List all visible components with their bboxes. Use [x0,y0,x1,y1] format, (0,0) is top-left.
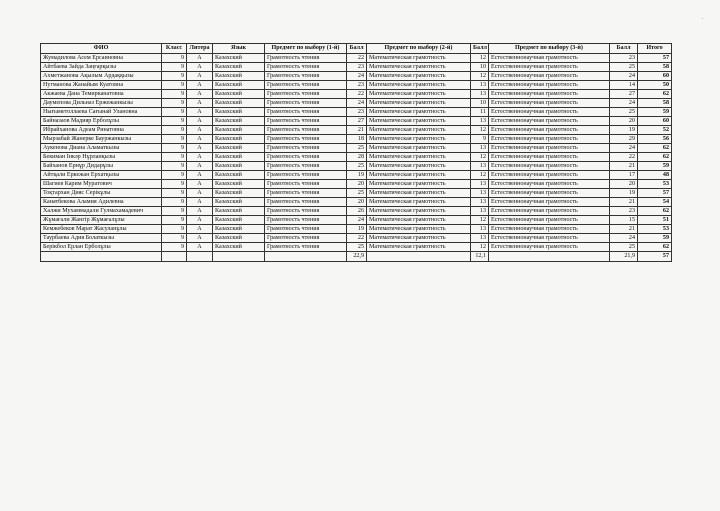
table-cell: Ахметжанова Ақылым Ардаққызы [41,72,162,81]
table-cell: Математическая грамотность [367,153,471,162]
table-cell: 12 [471,126,489,135]
table-cell: Математическая грамотность [367,81,471,90]
table-cell: Естественнонаучная грамотность [489,243,610,252]
table-cell: Естественнонаучная грамотность [489,189,610,198]
table-cell: 9 [162,99,187,108]
table-cell: 25 [610,243,638,252]
table-cell: Грамотность чтения [265,153,347,162]
table-cell: 9 [162,216,187,225]
table-cell: Казахский [213,72,265,81]
table-cell: 19 [610,126,638,135]
table-cell: Естественнонаучная грамотность [489,108,610,117]
table-cell: Грамотность чтения [265,135,347,144]
table-cell: Естественнонаучная грамотность [489,126,610,135]
table-cell: Казахский [213,90,265,99]
table-cell: 51 [638,216,672,225]
table-cell: Грамотность чтения [265,180,347,189]
table-cell: 25 [347,144,367,153]
table-cell: 19 [347,225,367,234]
table-cell: 52 [638,126,672,135]
table-cell: Грамотность чтения [265,126,347,135]
table-cell: 9 [162,63,187,72]
table-cell: Математическая грамотность [367,207,471,216]
average-cell: 12,1 [471,252,489,262]
table-cell: Казахский [213,198,265,207]
table-cell: Математическая грамотность [367,126,471,135]
average-cell: 22,9 [347,252,367,262]
table-row [41,81,672,90]
table-cell: 24 [610,99,638,108]
table-cell: 20 [347,198,367,207]
table-cell: 12 [471,72,489,81]
empty-cell [187,252,213,262]
table-cell: 13 [471,234,489,243]
table-cell: Бекиман Інкәр Нұрланқызы [41,153,162,162]
table-cell: Математическая грамотность [367,72,471,81]
table-cell: 62 [638,144,672,153]
table-cell: Грамотность чтения [265,171,347,180]
table-cell: А [187,81,213,90]
table-cell: Математическая грамотность [367,144,471,153]
table-cell: Грамотность чтения [265,243,347,252]
table-cell: 23 [347,63,367,72]
table-cell: 59 [638,234,672,243]
table-cell: 25 [347,162,367,171]
table-cell: Казахский [213,180,265,189]
table-row [41,243,672,252]
table-cell: Естественнонаучная грамотность [489,198,610,207]
table-cell: Естественнонаучная грамотность [489,144,610,153]
table-cell: А [187,153,213,162]
table-cell: 13 [471,207,489,216]
table-cell: А [187,135,213,144]
table-row [41,99,672,108]
table-cell: 20 [610,117,638,126]
table-cell: 21 [610,162,638,171]
table-cell: Кемжебеков Марат Жасуланұлы [41,225,162,234]
table-cell: 59 [638,162,672,171]
table-cell: 14 [610,81,638,90]
table-cell: Казахский [213,243,265,252]
table-row [41,162,672,171]
table-cell: Грамотность чтения [265,63,347,72]
table-cell: Естественнонаучная грамотность [489,63,610,72]
column-header: Класс [162,44,187,54]
empty-cell [265,252,347,262]
table-cell: А [187,207,213,216]
table-cell: 9 [162,198,187,207]
table-cell: 22 [610,153,638,162]
table-cell: Ибрайханова Адеам Ринатовна [41,126,162,135]
table-cell: 25 [610,63,638,72]
table-cell: А [187,171,213,180]
table-cell: 10 [471,63,489,72]
table-cell: А [187,117,213,126]
table-cell: 62 [638,153,672,162]
table-cell: Казахский [213,81,265,90]
table-cell: Естественнонаучная грамотность [489,171,610,180]
table-cell: Математическая грамотность [367,117,471,126]
table-cell: 19 [347,171,367,180]
table-cell: А [187,216,213,225]
table-cell: 10 [471,99,489,108]
corner-mark: · [701,14,704,23]
table-row [41,216,672,225]
table-cell: Грамотность чтения [265,117,347,126]
table-cell: А [187,198,213,207]
table-cell: 18 [347,135,367,144]
table-cell: Таурбаева Адия Болаткызы [41,234,162,243]
table-cell: 20 [347,180,367,189]
table-cell: 23 [347,108,367,117]
table-cell: Грамотность чтения [265,189,347,198]
table-cell: Айтбаева Зайда Заңғарқызы [41,63,162,72]
table-cell: 15 [610,216,638,225]
column-header: Литера [187,44,213,54]
table-cell: Акжаева Дана Темирканатовна [41,90,162,99]
table-cell: 25 [347,189,367,198]
table-cell: А [187,180,213,189]
table-body [41,54,672,262]
table-cell: Айтқали Еркежан Ерхатқызы [41,171,162,180]
table-cell: 9 [162,207,187,216]
empty-cell [213,252,265,262]
table-cell: Естественнонаучная грамотность [489,54,610,63]
table-header-row [41,44,672,54]
table-cell: Грамотность чтения [265,108,347,117]
table-cell: 9 [162,153,187,162]
table-cell: Халжи Мухаммадали Гулмахамадевич [41,207,162,216]
table-cell: 9 [162,171,187,180]
column-header: Балл [471,44,489,54]
table-row [41,171,672,180]
table-cell: Математическая грамотность [367,198,471,207]
table-cell: 25 [610,108,638,117]
table-cell: 29 [610,135,638,144]
table-cell: 9 [162,126,187,135]
table-cell: 24 [610,234,638,243]
table-cell: 58 [638,63,672,72]
table-cell: 9 [471,135,489,144]
table-cell: А [187,99,213,108]
table-cell: 24 [610,144,638,153]
table-cell: А [187,189,213,198]
table-cell: А [187,162,213,171]
table-cell: Естественнонаучная грамотность [489,90,610,99]
table-cell: 13 [471,180,489,189]
table-cell: Казахский [213,171,265,180]
table-cell: 57 [638,189,672,198]
empty-cell [41,252,162,262]
table-cell: 13 [471,81,489,90]
table-cell: 24 [347,72,367,81]
table-cell: 62 [638,207,672,216]
table-cell: 12 [471,54,489,63]
table-cell: Естественнонаучная грамотность [489,234,610,243]
table-cell: 25 [347,243,367,252]
table-cell: 59 [638,108,672,117]
table-cell: А [187,63,213,72]
table-cell: Казахский [213,108,265,117]
table-cell: 23 [610,207,638,216]
table-row [41,108,672,117]
table-cell: 24 [347,99,367,108]
table-cell: Естественнонаучная грамотность [489,99,610,108]
table-cell: Казахский [213,135,265,144]
table-cell: 21 [610,198,638,207]
table-cell: 26 [347,207,367,216]
table-cell: 13 [471,117,489,126]
table-cell: Жумадилова Асем Ерсаиновна [41,54,162,63]
table-cell: Естественнонаучная грамотность [489,207,610,216]
table-cell: Естественнонаучная грамотность [489,162,610,171]
table-cell: Математическая грамотность [367,135,471,144]
table-cell: Математическая грамотность [367,225,471,234]
table-cell: Казахский [213,126,265,135]
table-cell: Канатбекова Аламия Адилевна [41,198,162,207]
table-cell: 23 [347,81,367,90]
table-cell: 13 [471,144,489,153]
column-header: Балл [347,44,367,54]
table-cell: Байназаов Мадияр Ерболұлы [41,117,162,126]
table-cell: 56 [638,135,672,144]
table-cell: Математическая грамотность [367,216,471,225]
table-cell: 21 [347,126,367,135]
table-cell: Казахский [213,117,265,126]
table-cell: 60 [638,72,672,81]
table-cell: 9 [162,144,187,153]
table-cell: 50 [638,81,672,90]
table-cell: 22 [347,54,367,63]
table-row [41,54,672,63]
table-cell: 27 [347,117,367,126]
average-cell: 21,9 [610,252,638,262]
table-cell: А [187,144,213,153]
table-cell: 9 [162,180,187,189]
table-cell: 9 [162,54,187,63]
table-row [41,189,672,198]
table-cell: Шагиев Карим Муратович [41,180,162,189]
table-cell: Математическая грамотность [367,243,471,252]
table-cell: 9 [162,81,187,90]
table-cell: Байханов Ернұр Дидарұлы [41,162,162,171]
table-row [41,198,672,207]
table-cell: Жұмағали Жангір Жұмағалұлы [41,216,162,225]
table-cell: 12 [471,171,489,180]
column-header: Предмет по выбору (3-й) [489,44,610,54]
table-cell: Даумепова Дильназ Ержежанкызы [41,99,162,108]
table-cell: 13 [471,225,489,234]
table-cell: Казахский [213,99,265,108]
table-cell: Грамотность чтения [265,225,347,234]
table-cell: Математическая грамотность [367,63,471,72]
table-cell: 24 [347,216,367,225]
table-cell: 9 [162,135,187,144]
column-header: Предмет по выбору (2-й) [367,44,471,54]
table-cell: Грамотность чтения [265,234,347,243]
table-cell: 60 [638,117,672,126]
table-cell: Грамотность чтения [265,216,347,225]
table-cell: Грамотность чтения [265,99,347,108]
column-header: Итого [638,44,672,54]
table-cell: Математическая грамотность [367,234,471,243]
column-header: Предмет по выбору (1-й) [265,44,347,54]
table-cell: 12 [471,243,489,252]
table-cell: 13 [471,198,489,207]
table-cell: А [187,234,213,243]
table-row [41,144,672,153]
table-cell: Казахский [213,162,265,171]
table-cell: 11 [471,108,489,117]
table-cell: Нығыметоллаева Сағынай Улановна [41,108,162,117]
table-cell: 28 [347,153,367,162]
empty-cell [162,252,187,262]
table-cell: 22 [347,234,367,243]
table-cell: Грамотность чтения [265,198,347,207]
table-cell: Грамотность чтения [265,144,347,153]
table-cell: Математическая грамотность [367,54,471,63]
table-cell: Математическая грамотность [367,108,471,117]
table-row [41,180,672,189]
table-cell: 23 [610,54,638,63]
table-cell: Грамотность чтения [265,81,347,90]
table-cell: А [187,243,213,252]
table-cell: 9 [162,117,187,126]
table-cell: Казахский [213,225,265,234]
table-cell: 62 [638,90,672,99]
table-cell: 9 [162,72,187,81]
table-cell: 9 [162,225,187,234]
table-cell: Математическая грамотность [367,90,471,99]
empty-cell [367,252,471,262]
table-cell: 12 [471,216,489,225]
table-cell: 9 [162,243,187,252]
empty-cell [489,252,610,262]
table-cell: Грамотность чтения [265,207,347,216]
table-cell: 12 [471,153,489,162]
table-cell: 24 [610,72,638,81]
table-cell: А [187,126,213,135]
table-cell: А [187,54,213,63]
table-cell: Грамотность чтения [265,54,347,63]
table-cell: А [187,225,213,234]
table-cell: Казахский [213,207,265,216]
table-cell: Математическая грамотность [367,99,471,108]
table-cell: Естественнонаучная грамотность [489,153,610,162]
table-cell: Естественнонаучная грамотность [489,225,610,234]
table-cell: Казахский [213,216,265,225]
table-row [41,153,672,162]
table-cell: Математическая грамотность [367,180,471,189]
table-cell: Естественнонаучная грамотность [489,72,610,81]
table-cell: 13 [471,162,489,171]
table-cell: 62 [638,243,672,252]
table-cell: А [187,108,213,117]
table-cell: 9 [162,90,187,99]
column-header: Балл [610,44,638,54]
table-cell: 48 [638,171,672,180]
table-cell: А [187,72,213,81]
table-cell: 13 [471,90,489,99]
table-cell: 13 [471,189,489,198]
table-cell: 27 [610,90,638,99]
table-cell: Естественнонаучная грамотность [489,135,610,144]
table-cell: 22 [347,90,367,99]
table-row [41,135,672,144]
table-cell: Грамотность чтения [265,72,347,81]
table-cell: 9 [162,108,187,117]
table-cell: Естественнонаучная грамотность [489,117,610,126]
table-cell: 21 [610,225,638,234]
table-cell: Казахский [213,153,265,162]
table-cell: Берікбол Ерлан Ерболұлы [41,243,162,252]
table-cell: 53 [638,225,672,234]
results-table [40,43,672,262]
table-cell: Казахский [213,234,265,243]
table-cell: Казахский [213,54,265,63]
table-cell: 17 [610,171,638,180]
table-cell: 9 [162,189,187,198]
table-cell: Казахский [213,63,265,72]
table-row [41,207,672,216]
average-cell: 57 [638,252,672,262]
averages-row [41,252,672,262]
table-cell: 19 [610,189,638,198]
column-header: ФИО [41,44,162,54]
table-row [41,234,672,243]
table-cell: Естественнонаучная грамотность [489,81,610,90]
table-cell: Нугманова Жанайым Куатовна [41,81,162,90]
table-cell: А [187,90,213,99]
table-row [41,72,672,81]
table-row [41,90,672,99]
table-cell: 20 [610,180,638,189]
table-cell: Грамотность чтения [265,162,347,171]
table-cell: Грамотность чтения [265,90,347,99]
table-cell: Мырзабай Жанерке Бауржанкызы [41,135,162,144]
column-header: Язык [213,44,265,54]
table-cell: 53 [638,180,672,189]
table-cell: Математическая грамотность [367,189,471,198]
table-cell: 9 [162,162,187,171]
table-cell: Тоқтархан Дияс Серікұлы [41,189,162,198]
table-cell: Естественнонаучная грамотность [489,180,610,189]
table-cell: Математическая грамотность [367,162,471,171]
table-cell: Математическая грамотность [367,171,471,180]
table-cell: 58 [638,99,672,108]
table-cell: Аукенова Диана Аламаткызы [41,144,162,153]
table-cell: 9 [162,234,187,243]
table-cell: 54 [638,198,672,207]
table-row [41,63,672,72]
table-row [41,117,672,126]
table-row [41,225,672,234]
table-cell: 57 [638,54,672,63]
table-row [41,126,672,135]
table-cell: Казахский [213,144,265,153]
table-cell: Естественнонаучная грамотность [489,216,610,225]
table-cell: Казахский [213,189,265,198]
